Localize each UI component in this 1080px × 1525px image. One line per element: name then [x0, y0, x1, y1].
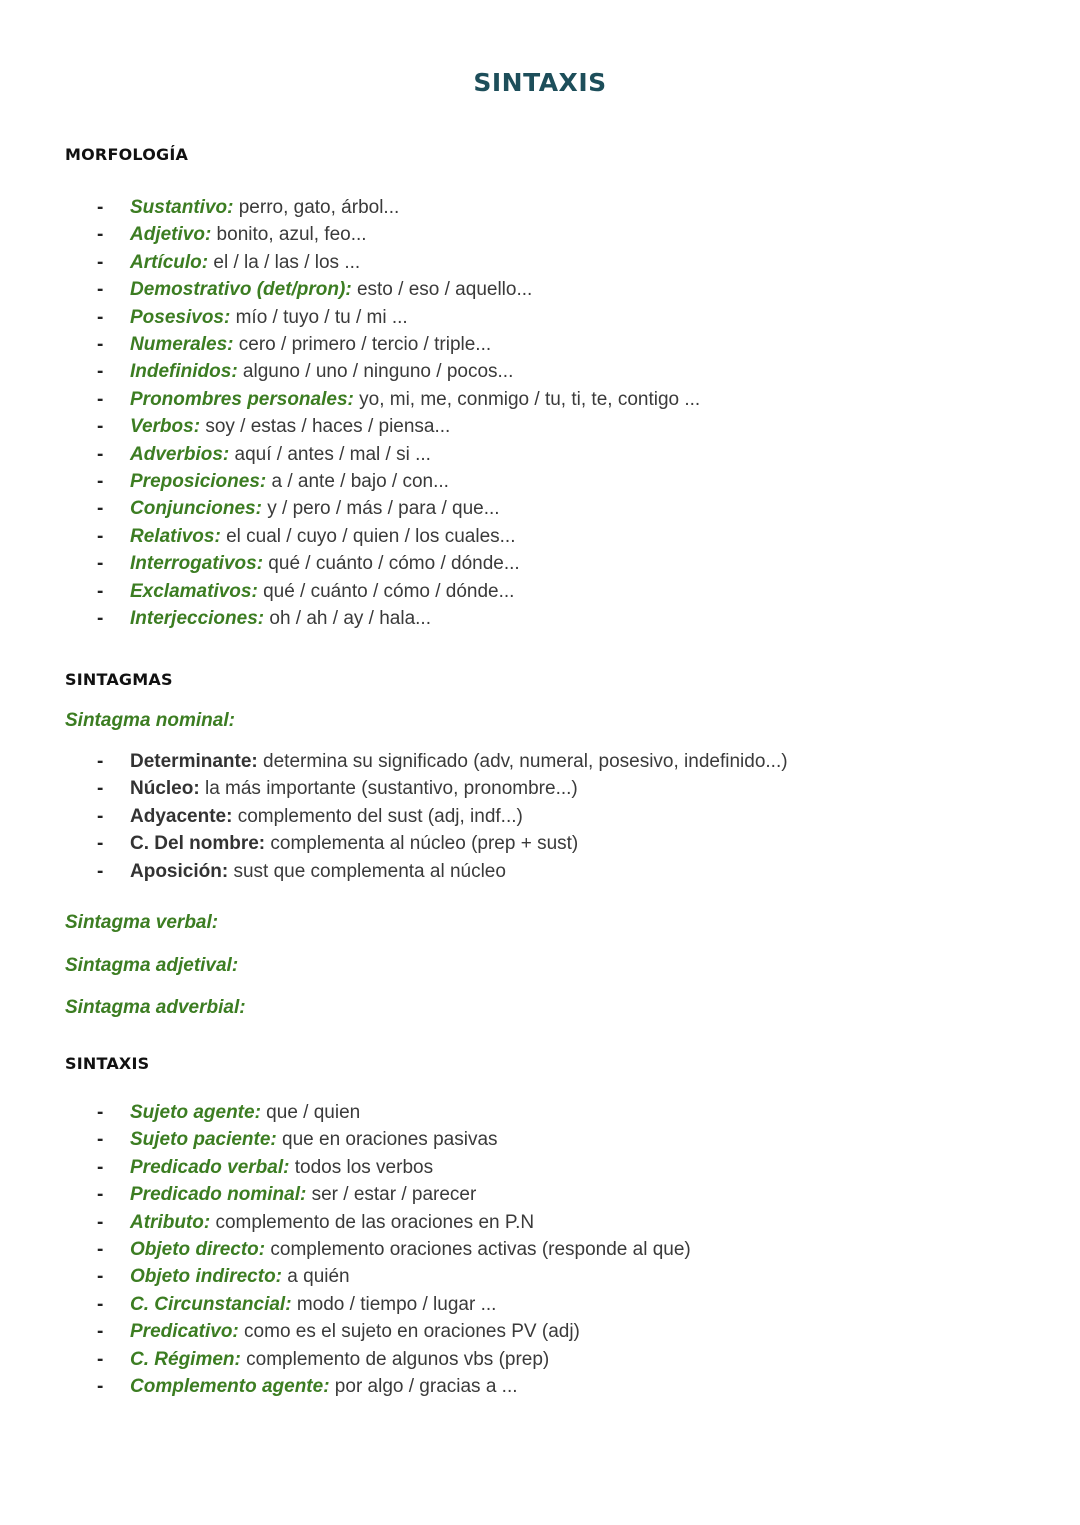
item-term: Adverbios: [130, 443, 230, 465]
page-title: SINTAXIS [473, 68, 607, 97]
item-term: Atributo: [130, 1211, 211, 1233]
item-example: yo, mi, me, conmigo / tu, ti, te, contigo ... [353, 388, 701, 410]
item-term: Numerales: [130, 334, 234, 356]
list-item [0, 858, 1000, 885]
list-item [0, 830, 1000, 857]
dash-bullet: - [97, 306, 104, 328]
list-item [0, 441, 1000, 468]
sintagma-adverbial-label: Sintagma adverbial: [65, 997, 246, 1018]
list-item [0, 578, 1000, 605]
dash-bullet: - [97, 1211, 104, 1233]
dash-bullet: - [97, 1266, 104, 1288]
dash-bullet: - [97, 224, 104, 246]
list-item [0, 1236, 1000, 1263]
item-example: qué / cuánto / cómo / dónde... [263, 553, 520, 575]
item-term: Relativos: [130, 525, 221, 547]
item-term: Posesivos: [130, 306, 231, 328]
item-term: Sustantivo: [130, 197, 234, 218]
list-item [0, 304, 1000, 331]
dash-bullet: - [97, 1376, 104, 1398]
item-example: complemento de algunos vbs (prep) [240, 1348, 550, 1370]
item-term: Pronombres personales: [130, 388, 354, 410]
item-term: Adjetivo: [130, 224, 212, 246]
item-example: el cual / cuyo / quien / los cuales... [220, 525, 516, 547]
item-example: cero / primero / tercio / triple... [233, 334, 492, 356]
dash-bullet: - [97, 1293, 104, 1315]
item-term: Adyacente: [130, 805, 233, 827]
list-item [0, 194, 1000, 221]
item-term: Exclamativos: [130, 580, 258, 602]
dash-bullet: - [97, 471, 104, 493]
sintaxis-heading: SINTAXIS [65, 1054, 150, 1073]
item-term: Indefinidos: [130, 361, 238, 383]
list-item [0, 803, 1000, 830]
item-example: qué / cuánto / cómo / dónde... [257, 580, 515, 602]
list-item [0, 523, 1000, 550]
dash-bullet: - [97, 778, 104, 800]
list-item [0, 1373, 1000, 1400]
item-term: Determinante: [130, 751, 258, 772]
item-example: complemento de las oraciones en P.N [210, 1211, 535, 1233]
item-example: ser / estar / parecer [306, 1184, 477, 1206]
item-example: oh / ah / ay / hala... [264, 608, 431, 630]
item-example: complemento oraciones activas (responde al que) [265, 1239, 691, 1261]
sintagma-nominal-label: Sintagma nominal: [65, 710, 235, 731]
item-term: C. Circunstancial: [130, 1293, 292, 1315]
item-example: complemento del sust (adj, indf...) [232, 805, 523, 827]
item-example: bonito, azul, feo... [211, 224, 367, 246]
list-item [0, 1126, 1000, 1153]
list-item [0, 276, 1000, 303]
item-example: que en oraciones pasivas [276, 1129, 498, 1151]
list-item [0, 468, 1000, 495]
list-item [0, 748, 1000, 775]
dash-bullet: - [97, 443, 104, 465]
dash-bullet: - [97, 197, 104, 218]
item-example: sust que complementa al núcleo [228, 860, 506, 882]
dash-bullet: - [97, 580, 104, 602]
list-item [0, 495, 1000, 522]
dash-bullet: - [97, 361, 104, 383]
dash-bullet: - [97, 1102, 104, 1123]
item-term: Objeto indirecto: [130, 1266, 282, 1288]
morfologia-heading: MORFOLOGÍA [65, 145, 189, 164]
dash-bullet: - [97, 334, 104, 356]
item-example: el / la / las / los ... [208, 251, 361, 273]
item-term: Predicado nominal: [130, 1184, 307, 1206]
item-example: modo / tiempo / lugar ... [291, 1293, 497, 1315]
dash-bullet: - [97, 1129, 104, 1151]
dash-bullet: - [97, 416, 104, 438]
item-example: soy / estas / haces / piensa... [200, 416, 451, 438]
item-term: Sujeto agente: [130, 1102, 261, 1123]
item-term: Preposiciones: [130, 471, 267, 493]
list-item [0, 1099, 1000, 1126]
item-example: esto / eso / aquello... [351, 279, 533, 301]
sintaxis-list [0, 1099, 1000, 1400]
dash-bullet: - [97, 860, 104, 882]
item-term: Complemento agente: [130, 1376, 330, 1398]
item-term: Conjunciones: [130, 498, 262, 520]
list-item [0, 1291, 1000, 1318]
list-item [0, 249, 1000, 276]
item-term: Interjecciones: [130, 608, 265, 630]
item-term: C. Régimen: [130, 1348, 241, 1370]
dash-bullet: - [97, 1239, 104, 1261]
item-example: determina su significado (adv, numeral, posesivo, indefinido...) [257, 751, 788, 772]
item-term: Predicado verbal: [130, 1156, 290, 1178]
dash-bullet: - [97, 525, 104, 547]
item-example: la más importante (sustantivo, pronombre...) [199, 778, 578, 800]
list-item [0, 775, 1000, 802]
list-item [0, 1346, 1000, 1373]
item-term: Artículo: [130, 251, 209, 273]
dash-bullet: - [97, 1348, 104, 1370]
morfologia-list [0, 194, 1000, 633]
item-example: complementa al núcleo (prep + sust) [265, 833, 579, 855]
item-example: como es el sujeto en oraciones PV (adj) [238, 1321, 580, 1343]
item-example: mío / tuyo / tu / mi ... [230, 306, 408, 328]
item-term: Verbos: [130, 416, 201, 438]
list-item [0, 1263, 1000, 1290]
item-example: aquí / antes / mal / si ... [229, 443, 431, 465]
item-example: perro, gato, árbol... [233, 197, 400, 218]
list-item [0, 413, 1000, 440]
list-item [0, 331, 1000, 358]
item-term: Sujeto paciente: [130, 1129, 277, 1151]
item-term: Objeto directo: [130, 1239, 266, 1261]
item-term: Núcleo: [130, 778, 200, 800]
item-example: a / ante / bajo / con... [266, 471, 449, 493]
dash-bullet: - [97, 1321, 104, 1343]
item-term: Predicativo: [130, 1321, 239, 1343]
list-item [0, 1154, 1000, 1181]
item-example: alguno / uno / ninguno / pocos... [237, 361, 514, 383]
sintagma-nominal-list [0, 748, 1000, 885]
list-item [0, 221, 1000, 248]
dash-bullet: - [97, 1184, 104, 1206]
dash-bullet: - [97, 498, 104, 520]
dash-bullet: - [97, 388, 104, 410]
list-item [0, 386, 1000, 413]
dash-bullet: - [97, 553, 104, 575]
item-example: todos los verbos [289, 1156, 434, 1178]
dash-bullet: - [97, 833, 104, 855]
list-item [0, 358, 1000, 385]
item-example: por algo / gracias a ... [329, 1376, 518, 1398]
list-item [0, 605, 1000, 632]
sintagma-adjetival-label: Sintagma adjetival: [65, 955, 239, 976]
item-example: y / pero / más / para / que... [261, 498, 500, 520]
list-item [0, 1209, 1000, 1236]
sintagma-verbal-label: Sintagma verbal: [65, 912, 219, 933]
item-example: que / quien [260, 1102, 361, 1123]
dash-bullet: - [97, 608, 104, 630]
dash-bullet: - [97, 805, 104, 827]
list-item [0, 1181, 1000, 1208]
list-item [0, 1318, 1000, 1345]
dash-bullet: - [97, 251, 104, 273]
item-term: Aposición: [130, 860, 229, 882]
item-example: a quién [282, 1266, 350, 1288]
dash-bullet: - [97, 751, 104, 772]
item-term: C. Del nombre: [130, 833, 266, 855]
dash-bullet: - [97, 1156, 104, 1178]
item-term: Demostrativo (det/pron): [130, 279, 352, 301]
dash-bullet: - [97, 279, 104, 301]
sintagmas-heading: SINTAGMAS [65, 670, 173, 689]
item-term: Interrogativos: [130, 553, 264, 575]
list-item [0, 550, 1000, 577]
